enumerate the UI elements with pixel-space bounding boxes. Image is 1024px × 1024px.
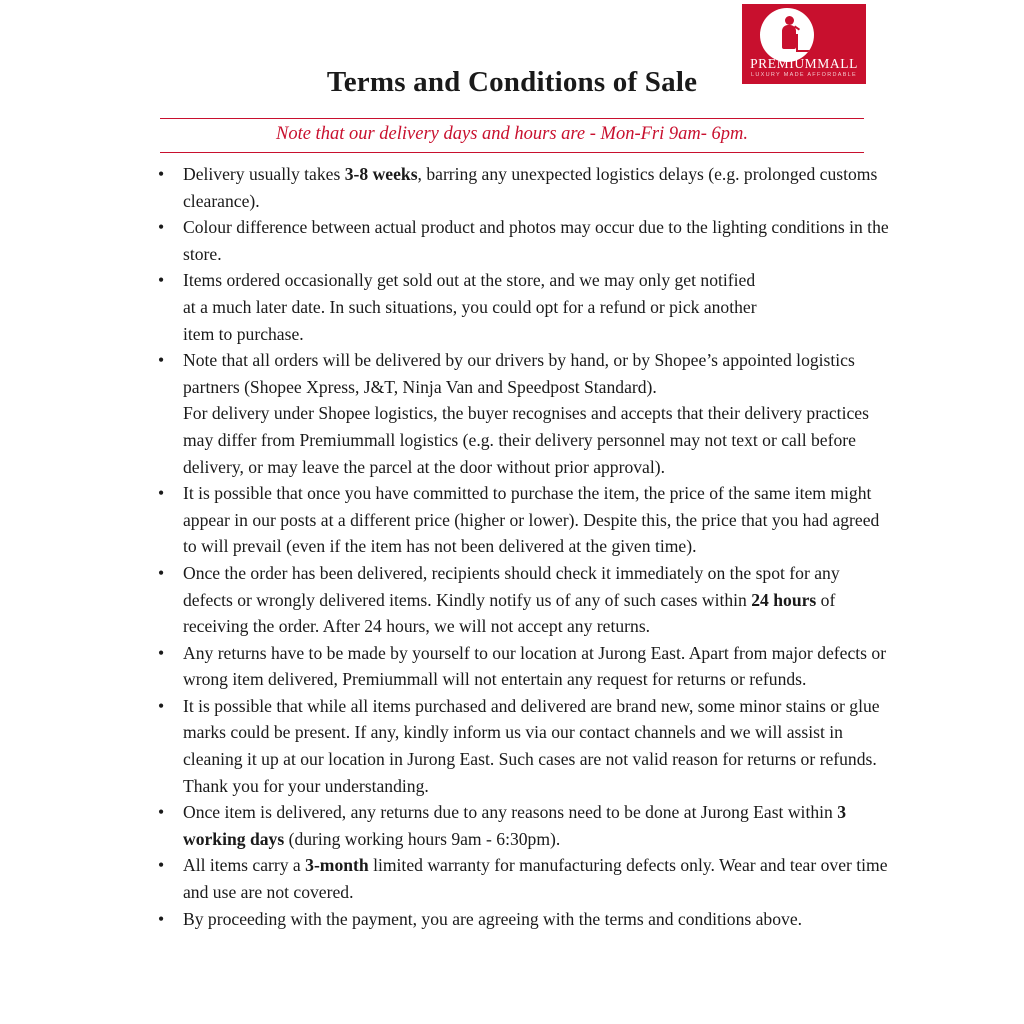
list-item-text: Items ordered occasionally get sold out at the store, and we may only get notified at a much later date. In such situations, you could opt for a refund or pick another item to purchase.: [183, 270, 757, 344]
brand-tagline: LUXURY MADE AFFORDABLE: [750, 72, 858, 78]
logo-circle: [760, 8, 814, 62]
list-item: [150, 480, 890, 560]
bullet-icon: •: [158, 695, 165, 716]
list-item: [150, 267, 890, 347]
bullet-icon: •: [158, 908, 165, 929]
list-item: [150, 214, 890, 267]
list-item-text: Once the order has been delivered, recipients should check it immediately on the spot for any defects or wrongly delivered items. Kindly notify us of any of such cases within 24 hours of receiving the order. After 24 hours, we will not accept any returns.: [183, 562, 840, 637]
shopping-cart-icon: [796, 34, 814, 52]
list-item: [150, 161, 890, 214]
bullet-icon: •: [158, 164, 165, 184]
list-item: [150, 799, 890, 852]
list-item: [150, 906, 890, 933]
list-item-text: Once item is delivered, any returns due to any reasons need to be done at Jurong East within 3 working days (during working hours 9am - 6:30pm).: [183, 802, 847, 849]
bullet-icon: •: [158, 217, 165, 238]
list-item-text: All items carry a 3-month limited warranty for manufacturing defects only. Wear and tear over time and use are not covered.: [183, 855, 888, 903]
list-item-text: Any returns have to be made by yourself to our location at Jurong East. Apart from major defects or wrong item delivered, Premiummall will not entertain any request for returns or refunds.: [183, 642, 887, 690]
bullet-icon: •: [158, 855, 165, 876]
shopper-figure-icon: [782, 16, 796, 50]
list-item: [150, 347, 890, 480]
list-item-text: It is possible that while all items purchased and delivered are brand new, some minor stains or glue marks could be present. If any, kindly inform us via our contact channels and we will assist in cleaning it up at our location in Jurong East. Such cases are not valid reason for returns or refunds. Thank you for your understanding.: [183, 695, 880, 796]
list-item: [150, 560, 890, 640]
list-item-text: Delivery usually takes 3-8 weeks, barring any unexpected logistics delays (e.g. prolonged customs clearance).: [183, 164, 878, 211]
bullet-icon: •: [158, 642, 165, 663]
page-title: Terms and Conditions of Sale: [326, 66, 698, 98]
list-item-text: By proceeding with the payment, you are agreeing with the terms and conditions above.: [183, 908, 803, 929]
terms-list: [150, 161, 890, 932]
brand-name: PREMIUMMALL: [750, 56, 858, 71]
bullet-icon: •: [158, 270, 165, 291]
bullet-icon: •: [158, 483, 165, 504]
list-item: [150, 852, 890, 905]
delivery-hours-notice: Note that our delivery days and hours are - Mon-Fri 9am- 6pm.: [275, 124, 749, 144]
bullet-icon: •: [158, 802, 165, 823]
list-item: [150, 640, 890, 693]
divider-top: [160, 118, 864, 119]
list-item-text: Colour difference between actual product and photos may occur due to the lighting conditions in the store.: [183, 217, 889, 264]
list-item: [150, 693, 890, 799]
divider-bottom: [160, 152, 864, 153]
bullet-icon: •: [158, 350, 165, 371]
list-item-text: Note that all orders will be delivered by our drivers by hand, or by Shopee’s appointed logistics partners (Shopee Xpress, J&T, Ninja Van and Speedpost Standard). For delivery under Shopee logistics, the buyer recognises and accepts that their delivery practices may differ from Premiummall logistics (e.g. their delivery personnel may not text or call before delivery, or may leave the parcel at the door without prior approval).: [183, 350, 869, 477]
list-item-text: It is possible that once you have committed to purchase the item, the price of the same item might appear in our posts at a different price (higher or lower). Despite this, the price that you had agreed to will prevail (even if the item has not been delivered at the given time).: [183, 483, 880, 557]
bullet-icon: •: [158, 562, 165, 583]
